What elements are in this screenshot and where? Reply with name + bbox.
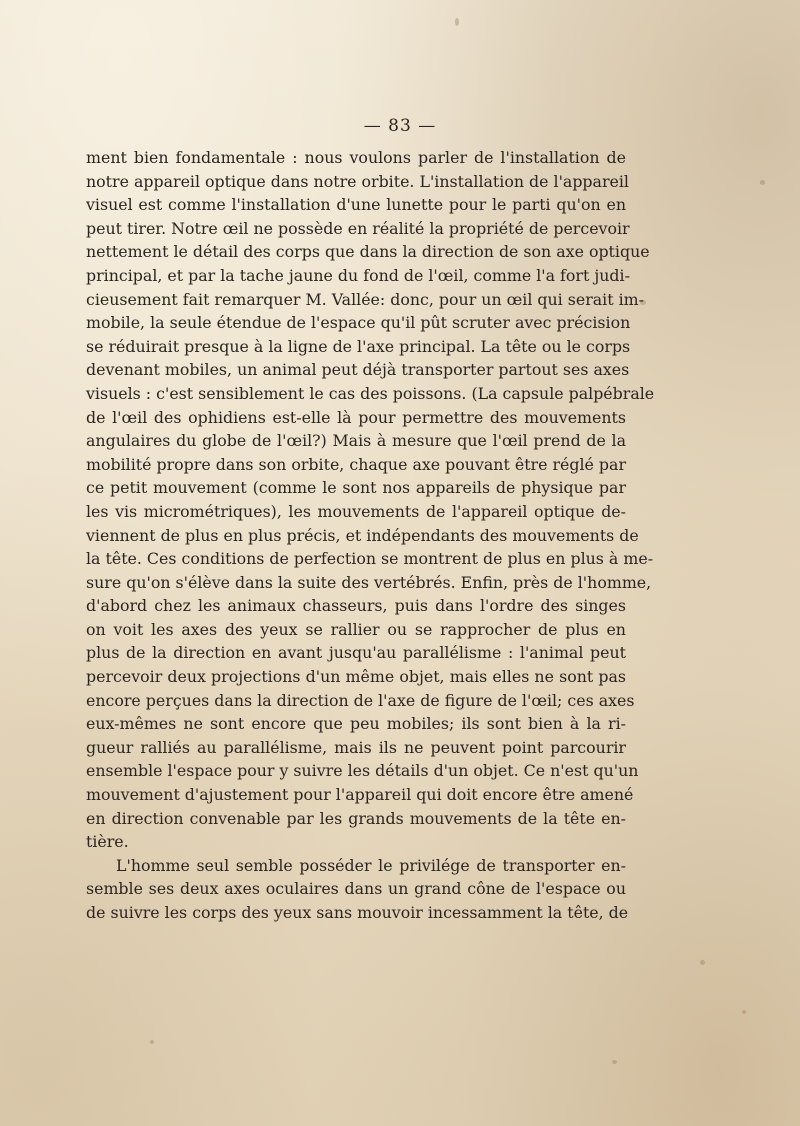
foxing-spot bbox=[455, 18, 459, 26]
text-line: gueur ralliés au parallélisme, mais ils ne peuvent point parcourir bbox=[86, 737, 626, 757]
text-line: percevoir deux projections d'un même objet, mais elles ne sont pas bbox=[86, 667, 626, 687]
text-line: eux-mêmes ne sont encore que peu mobiles; ils sont bien à la ri- bbox=[86, 714, 626, 734]
text-line: de l'œil des ophidiens est-elle là pour permettre des mouvements bbox=[86, 407, 626, 427]
text-line: se réduirait presque à la ligne de l'axe principal. La tête ou le corps bbox=[86, 336, 631, 356]
text-line: viennent de plus en plus précis, et indépendants des mouvements de bbox=[86, 525, 639, 545]
text-line: encore perçues dans la direction de l'axe de figure de l'œil; ces axes bbox=[86, 690, 635, 710]
body-text bbox=[86, 146, 655, 925]
text-line: plus de la direction en avant jusqu'au parallélisme : l'animal peut bbox=[86, 643, 626, 663]
foxing-spot bbox=[612, 1060, 617, 1064]
text-line: peut tirer. Notre œil ne possède en réalité la propriété de percevoir bbox=[86, 218, 630, 238]
text-line: ment bien fondamentale : nous voulons parler de l'installation de bbox=[86, 148, 626, 167]
text-line: semble ses deux axes oculaires dans un grand cône de l'espace ou bbox=[86, 879, 626, 899]
text-line: ensemble l'espace pour y suivre les détails d'un objet. Ce n'est qu'un bbox=[86, 761, 639, 781]
text-line: de suivre les corps des yeux sans mouvoir incessamment la tête, de bbox=[86, 903, 629, 922]
foxing-spot bbox=[760, 180, 765, 185]
text-line: notre appareil optique dans notre orbite. L'installation de l'appareil bbox=[86, 171, 629, 191]
text-line: mobilité propre dans son orbite, chaque axe pouvant être réglé par bbox=[86, 454, 626, 474]
page-number: — 83 — bbox=[363, 116, 437, 136]
foxing-spot bbox=[150, 1040, 154, 1044]
text-line: visuel est comme l'installation d'une lunette pour le parti qu'on en bbox=[86, 195, 626, 215]
foxing-spot bbox=[742, 1010, 746, 1014]
text-line: principal, et par la tache jaune du fond de l'œil, comme l'a fort judi- bbox=[86, 265, 630, 285]
text-line: L'homme seul semble posséder le privilége de transporter en- bbox=[116, 855, 626, 875]
text-line: mobile, la seule étendue de l'espace qu'il pût scruter avec précision bbox=[86, 313, 631, 333]
text-line: tière. bbox=[86, 832, 129, 852]
text-line: cieusement fait remarquer M. Vallée: donc, pour un œil qui serait im- bbox=[86, 289, 644, 309]
text-line: la tête. Ces conditions de perfection se montrent de plus en plus à me- bbox=[86, 549, 654, 569]
text-line: nettement le détail des corps que dans la direction de son axe optique bbox=[86, 242, 650, 262]
text-line: devenant mobiles, un animal peut déjà transporter partout ses axes bbox=[86, 360, 630, 380]
text-line: en direction convenable par les grands mouvements de la tête en- bbox=[86, 808, 626, 828]
text-line: ce petit mouvement (comme le sont nos appareils de physique par bbox=[86, 478, 626, 498]
text-line: sure qu'on s'élève dans la suite des vertébrés. Enfin, près de l'homme, bbox=[86, 572, 652, 592]
text-line: les vis micrométriques), les mouvements de l'appareil optique de- bbox=[86, 501, 626, 521]
text-line: angulaires du globe de l'œil?) Mais à mesure que l'œil prend de la bbox=[86, 431, 626, 451]
foxing-spot bbox=[700, 960, 705, 965]
text-line: mouvement d'ajustement pour l'appareil qui doit encore être amené bbox=[86, 785, 634, 805]
text-line: visuels : c'est sensiblement le cas des poissons. (La capsule palpébrale bbox=[86, 383, 655, 403]
text-line: on voit les axes des yeux se rallier ou se rapprocher de plus en bbox=[86, 619, 626, 639]
text-line: d'abord chez les animaux chasseurs, puis dans l'ordre des singes bbox=[86, 596, 626, 616]
